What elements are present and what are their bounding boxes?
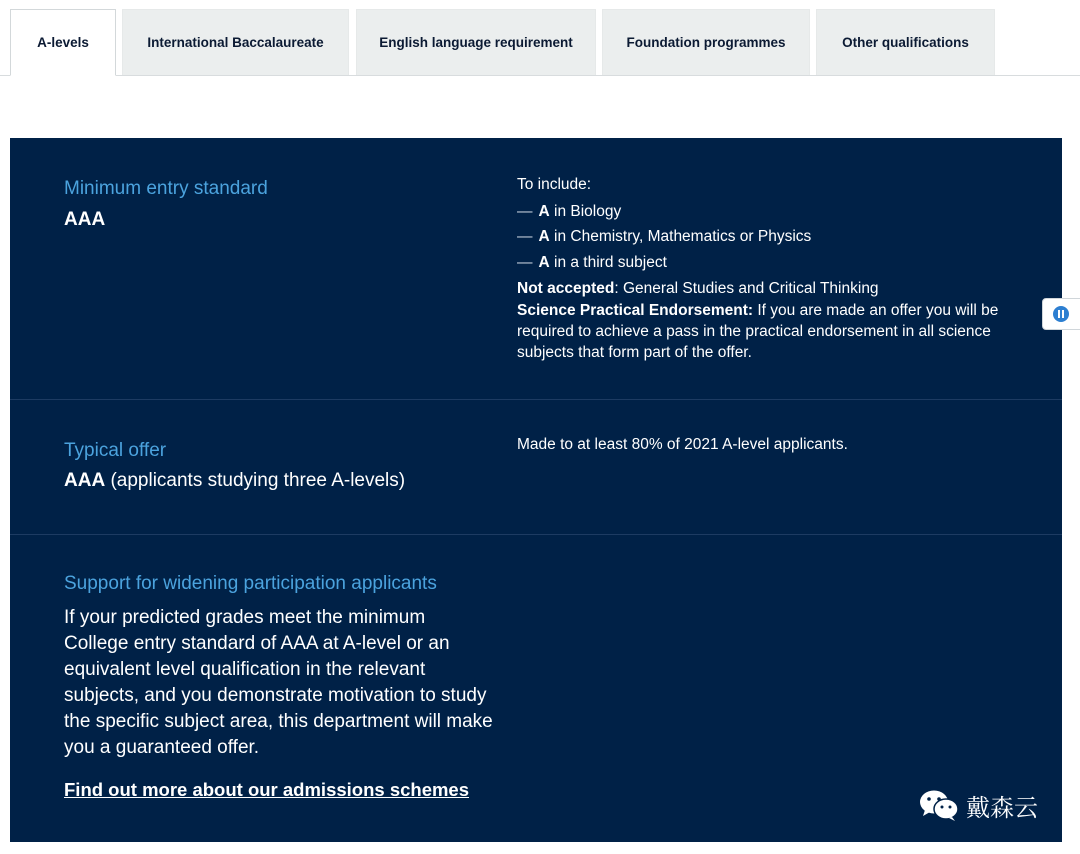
minimum-entry-heading: Minimum entry standard <box>64 178 268 199</box>
grade-badge: A <box>538 254 550 271</box>
watermark <box>918 788 1038 822</box>
wechat-icon <box>918 788 960 822</box>
widening-participation-row <box>10 535 1062 842</box>
list-item-text: in a third subject <box>549 254 667 271</box>
grade-badge: A <box>538 228 550 245</box>
typical-offer-row <box>10 400 1062 535</box>
not-accepted-text: : General Studies and Critical Thinking <box>614 280 879 297</box>
pause-icon[interactable] <box>1053 306 1069 322</box>
typical-offer-value <box>64 470 405 492</box>
minimum-entry-row <box>10 138 1062 400</box>
typical-offer-grade: AAA <box>64 470 106 491</box>
typical-offer-note: Made to at least 80% of 2021 A-level applicants. <box>517 436 848 453</box>
tab-a-levels[interactable]: A-levels <box>10 9 116 76</box>
widening-participation-text: If your predicted grades meet the minimum College entry standard of AAA at A-level or an equivalent level qualification in the relevant subjects, and you demonstrate motivation to study the specific subject area, this department will make you a guaranteed offer. <box>64 607 493 758</box>
tab-other-qualifications[interactable]: Other qualifications <box>816 9 995 75</box>
list-item-text: in Chemistry, Mathematics or Physics <box>549 228 812 245</box>
list-item: — A in a third subject <box>517 254 667 271</box>
qualification-tabs <box>0 0 1080 76</box>
list-item: — A in Biology <box>517 203 622 220</box>
typical-offer-suffix: (applicants studying three A-levels) <box>105 470 406 491</box>
tab-international-baccalaureate[interactable]: International Baccalaureate <box>122 9 349 75</box>
grade-badge: A <box>538 203 550 220</box>
widening-participation-heading: Support for widening participation applicants <box>64 573 437 594</box>
minimum-entry-value: AAA <box>64 209 106 230</box>
admissions-schemes-link[interactable]: Find out more about our admissions schemes <box>64 779 470 800</box>
tab-foundation-programmes[interactable]: Foundation programmes <box>602 9 810 75</box>
list-item: — A in Chemistry, Mathematics or Physics <box>517 228 812 245</box>
spe-text: If you are made an offer you will be required to achieve a pass in the practical endorsement in all science subjects that form part of the offer. <box>517 302 999 361</box>
watermark-text: 戴森云 <box>966 794 1038 822</box>
tab-english-language-requirement[interactable]: English language requirement <box>356 9 596 75</box>
list-item-text: in Biology <box>549 203 622 220</box>
include-label: To include: <box>517 176 592 193</box>
science-practical-note <box>517 300 1017 363</box>
side-widget[interactable] <box>1042 298 1080 330</box>
not-accepted-note <box>517 280 879 298</box>
typical-offer-heading: Typical offer <box>64 440 167 461</box>
not-accepted-label: Not accepted <box>517 280 615 297</box>
spe-label: Science Practical Endorsement: <box>517 302 754 319</box>
entry-requirements-panel <box>10 138 1062 842</box>
